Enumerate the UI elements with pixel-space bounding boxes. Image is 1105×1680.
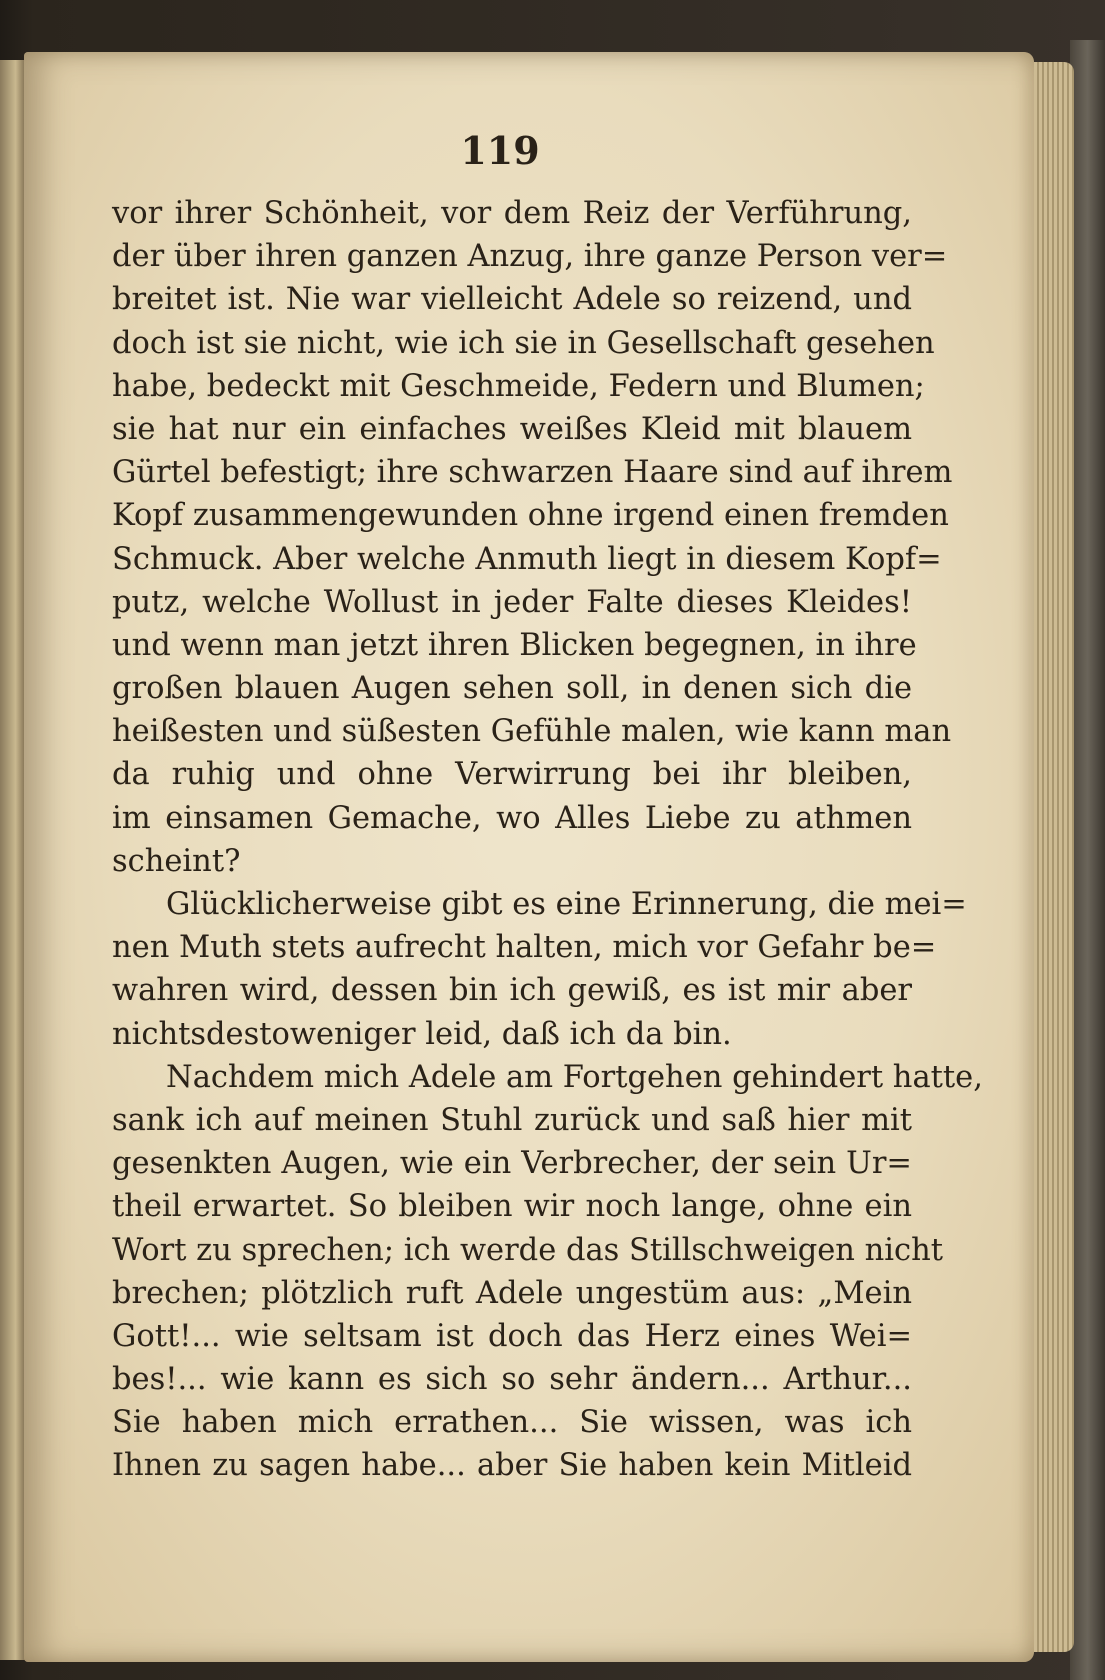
text-line: Glücklicherweise gibt es eine Erinnerung, die mei= [166, 887, 967, 922]
text-line: Sie haben mich errathen... Sie wissen, was ich [112, 1405, 912, 1441]
text-line: habe, bedeckt mit Geschmeide, Federn und Blumen; [112, 368, 925, 404]
text-line: großen blauen Augen sehen soll, in denen sich die [112, 671, 912, 707]
text-line: sie hat nur ein einfaches weißes Kleid mit blauem [112, 411, 912, 447]
text-line: Wort zu sprechen; ich werde das Stillschweigen nicht [112, 1232, 944, 1268]
text-line: Nachdem mich Adele am Fortgehen gehindert hatte, [166, 1059, 983, 1095]
text-line: Gott!... wie seltsam ist doch das Herz eines Wei= [112, 1318, 912, 1354]
text-line: Kopf zusammengewunden ohne irgend einen fremden [112, 498, 949, 534]
text-line: sank ich auf meinen Stuhl zurück und saß hier mit [112, 1102, 912, 1138]
left-page-edge [0, 60, 26, 1660]
text-line: putz, welche Wollust in jeder Falte dieses Kleides! [112, 584, 912, 620]
text-line: da ruhig und ohne Verwirrung bei ihr bleiben, [112, 757, 912, 793]
text-line: bes!... wie kann es sich so sehr ändern... Arthur... [112, 1362, 912, 1398]
text-line: und wenn man jetzt ihren Blicken begegnen, in ihre [112, 627, 917, 663]
body-text [112, 192, 983, 1488]
text-line: gesenkten Augen, wie ein Verbrecher, der sein Ur= [112, 1146, 912, 1182]
text-line: doch ist sie nicht, wie ich sie in Gesellschaft gesehen [112, 325, 935, 361]
page-number: 119 [460, 128, 540, 173]
text-line: im einsamen Gemache, wo Alles Liebe zu athmen [112, 800, 912, 836]
text-line: Gürtel befestigt; ihre schwarzen Haare sind auf ihrem [112, 455, 953, 491]
text-line: scheint? [112, 843, 241, 879]
text-line: breitet ist. Nie war vielleicht Adele so reizend, und [112, 282, 912, 318]
text-line: vor ihrer Schönheit, vor dem Reiz der Verführung, [112, 196, 912, 231]
text-line: Schmuck. Aber welche Anmuth liegt in diesem Kopf= [112, 541, 942, 577]
text-line: heißesten und süßesten Gefühle malen, wie kann man [112, 714, 952, 750]
text-line: theil erwartet. So bleiben wir noch lange, ohne ein [112, 1189, 912, 1225]
text-line: nen Muth stets aufrecht halten, mich vor Gefahr be= [112, 930, 937, 966]
text-line: nichtsdestoweniger leid, daß ich da bin. [112, 1016, 732, 1052]
text-line: der über ihren ganzen Anzug, ihre ganze Person ver= [112, 239, 948, 275]
book-cover-edge [1070, 40, 1105, 1680]
text-line: Ihnen zu sagen habe... aber Sie haben kein Mitleid [112, 1448, 912, 1484]
text-line: wahren wird, dessen bin ich gewiß, es ist mir aber [112, 973, 912, 1009]
text-line: brechen; plötzlich ruft Adele ungestüm aus: „Mein [112, 1275, 912, 1311]
